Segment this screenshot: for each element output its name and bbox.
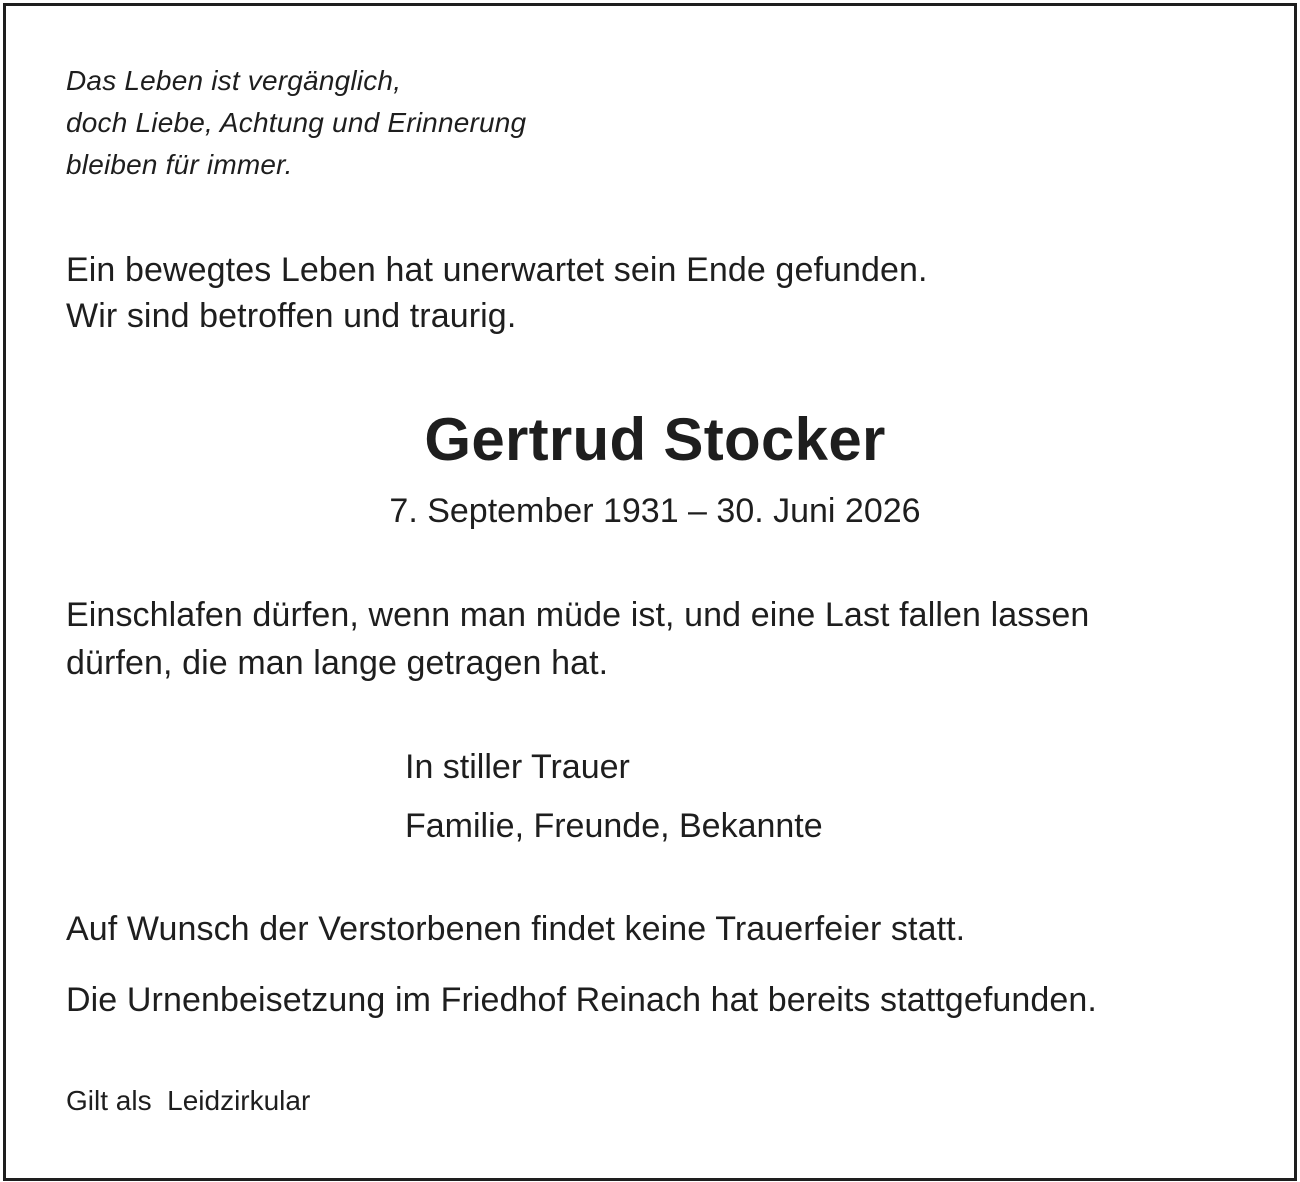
life-dates: 7. September 1931 – 30. Juni 2026 <box>389 492 921 530</box>
deceased-name: Gertrud Stocker <box>424 406 886 473</box>
quote-line-2: dürfen, die man lange getragen hat. <box>66 644 609 682</box>
mourners-list: Familie, Freunde, Bekannte <box>405 807 823 845</box>
ceremony-notice: Auf Wunsch der Verstorbenen findet keine Trauerfeier statt. <box>66 910 966 948</box>
footer-note: Gilt als Leidzirkular <box>66 1085 311 1116</box>
quote-line-1: Einschlafen dürfen, wenn man müde ist, und eine Last fallen lassen <box>66 596 1090 634</box>
burial-notice: Die Urnenbeisetzung im Friedhof Reinach hat bereits stattgefunden. <box>66 981 1097 1019</box>
motto-line-1: Das Leben ist vergänglich, <box>66 65 402 96</box>
intro-line-2: Wir sind betroffen und traurig. <box>66 297 517 335</box>
mourning-phrase: In stiller Trauer <box>405 748 630 786</box>
motto-line-3: bleiben für immer. <box>66 149 293 180</box>
intro-line-1: Ein bewegtes Leben hat unerwartet sein Ende gefunden. <box>66 251 928 289</box>
motto-line-2: doch Liebe, Achtung und Erinnerung <box>66 107 527 138</box>
